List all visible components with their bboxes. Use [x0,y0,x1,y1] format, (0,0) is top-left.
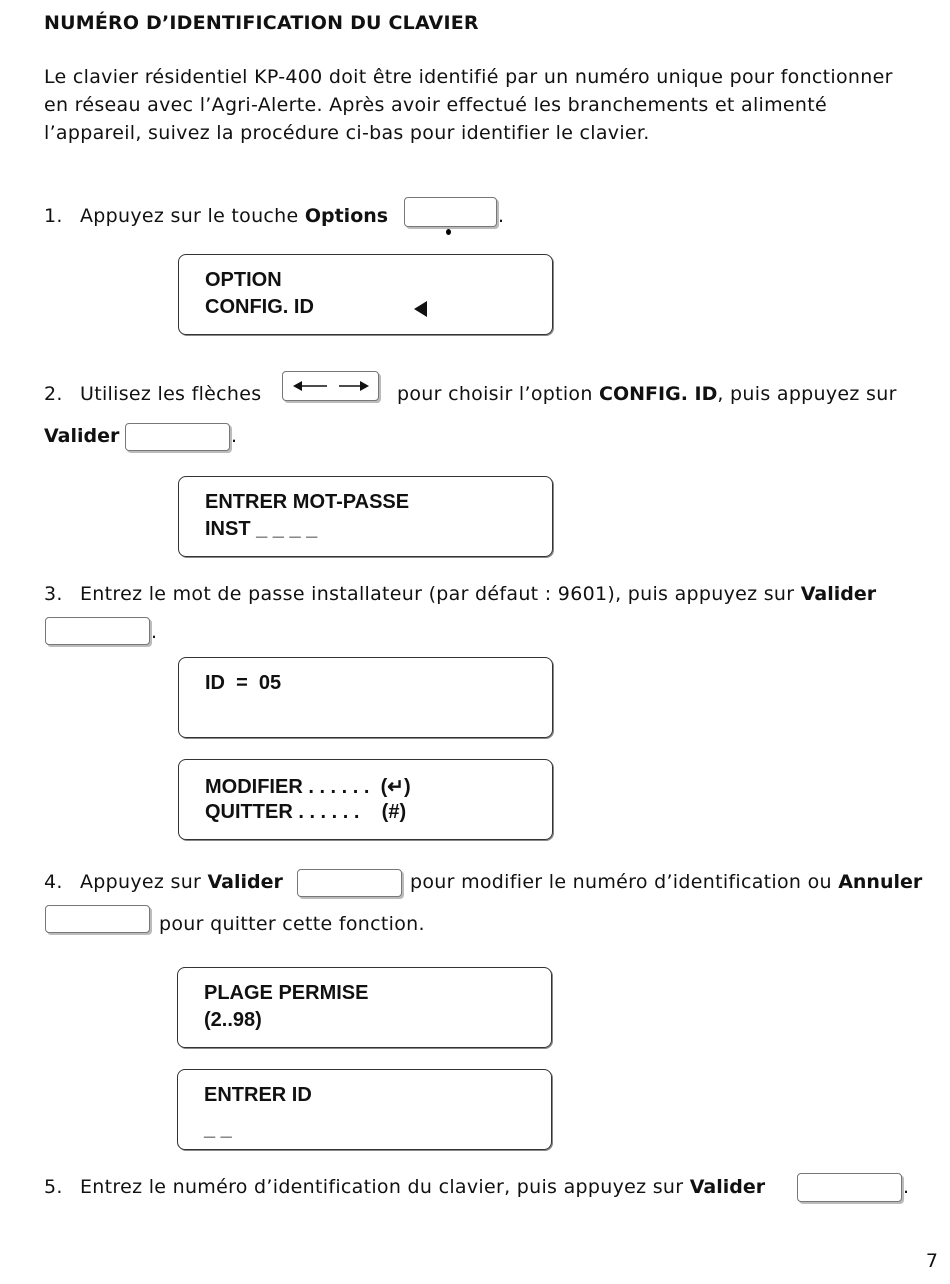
valider-key-icon [797,1173,902,1202]
lcd-line-2: QUITTER . . . . . . (#) [205,801,407,823]
step-bold: Options [304,205,389,227]
lcd-screen-range [177,967,552,1048]
intro-line-3: l’appareil, suivez la procédure ci-bas pour identifier le clavier. [44,122,650,144]
lcd-line-2: INST _ _ _ _ [205,518,318,540]
left-right-arrows-icon [291,377,371,395]
lcd-line-1 [205,774,411,799]
step-bold: Annuler [838,871,923,893]
step-5 [44,1176,765,1198]
step-4-continued [410,871,922,893]
lcd-screen-option [178,254,553,335]
lcd-line-2: _ _ [204,1118,232,1140]
valider-key-icon [297,869,402,897]
lcd-line-1: ENTRER MOT-PASSE [205,491,410,513]
step-text: pour choisir l’option [397,383,600,405]
key-dot-icon [446,229,451,235]
intro-line-2: en réseau avec l’Agri-Alerte. Après avoir effectué les branchements et alimenté [44,94,828,116]
lcd-line-1: ENTRER ID [204,1084,312,1106]
options-key-icon [404,197,497,227]
annuler-key-icon [45,905,150,933]
enter-key-icon: ↵ [387,776,404,798]
step-text: Appuyez sur [80,871,208,893]
step-bold: Valider [800,583,877,605]
step-text: Entrez le numéro d’identification du clavier, puis appuyez sur [80,1176,690,1198]
cursor-left-arrow-icon [414,301,427,317]
step-4-line-2: pour quitter cette fonction. [159,913,425,935]
page-title: NUMÉRO D’IDENTIFICATION DU CLAVIER [44,12,479,34]
step-number: 4. [44,871,63,893]
step-number: 5. [44,1176,63,1198]
intro-paragraph [44,63,936,147]
lcd-text: MODIFIER . . . . . . ( [205,776,388,798]
step-2-end: . [231,425,238,447]
step-bold: Valider [207,871,283,893]
step-5-end: . [903,1176,910,1198]
valider-key-icon [125,423,230,451]
lcd-screen-enter-id [177,1069,552,1150]
step-2-line-2 [44,425,119,447]
step-bold: Valider [689,1176,766,1198]
lcd-line-2: (2..98) [204,1009,262,1031]
step-3 [44,583,876,605]
step-bold: Valider [44,425,120,447]
step-1-end: . [498,205,505,227]
lcd-line-1: ID = 05 [205,672,282,694]
step-text: Entrez le mot de passe installateur (par défaut : 9601), puis appuyez sur [80,583,801,605]
step-bold: CONFIG. ID [599,383,718,405]
step-number: 3. [44,583,63,605]
lcd-line-1: OPTION [205,269,282,291]
arrow-keys-icon [282,371,379,401]
lcd-text: ) [404,776,411,798]
valider-key-icon [45,617,150,645]
step-text: pour modifier le numéro d’identification ou [410,871,839,893]
page-number: 7 [925,1250,938,1272]
step-text: Utilisez les flèches [80,383,262,405]
step-2 [44,383,261,405]
intro-line-1: Le clavier résidentiel KP-400 doit être identifié par un numéro unique pour fonctionner [44,66,893,88]
lcd-screen-id [178,657,553,738]
step-2-continued [397,383,897,405]
step-text: Appuyez sur le touche [80,205,305,227]
step-3-end: . [151,621,158,643]
step-1 [44,205,388,227]
step-number: 2. [44,383,63,405]
lcd-screen-modify [178,759,553,840]
lcd-line-2: CONFIG. ID [205,296,314,318]
lcd-screen-password [178,476,553,557]
step-text: , puis appuyez sur [717,383,897,405]
step-4 [44,871,283,893]
lcd-line-1: PLAGE PERMISE [204,982,369,1004]
step-number: 1. [44,205,63,227]
